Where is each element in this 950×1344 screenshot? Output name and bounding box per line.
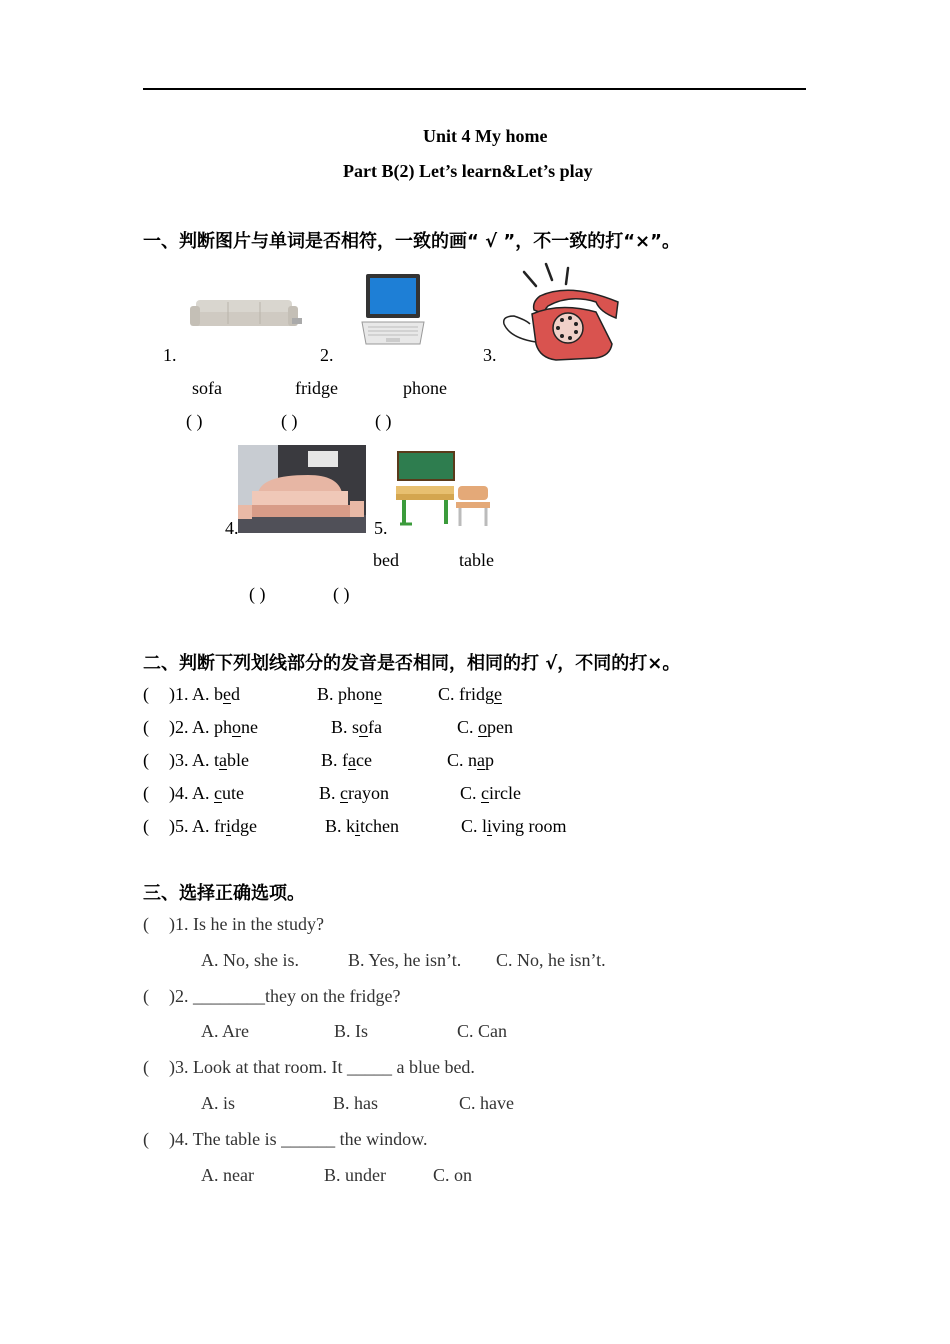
q3-option-a: A. is <box>201 1093 236 1113</box>
worksheet-subtitle: Part B(2) Let’s learn&Let’s play <box>343 161 593 181</box>
sofa-image <box>188 296 304 336</box>
answer-paren[interactable]: ( <box>143 914 149 934</box>
item5-word: table <box>459 550 494 570</box>
section2-heading: 二、判断下列划线部分的发音是否相同，相同的打 √，不同的打×。 <box>143 653 681 674</box>
pronunciation-row-5: ( )5. A. fridge <box>143 816 258 836</box>
answer-paren[interactable]: ( <box>143 717 149 737</box>
q2-option-a: A. Are <box>201 1021 249 1041</box>
worksheet-title: Unit 4 My home <box>423 126 548 146</box>
item3-number: 3. <box>483 345 497 365</box>
row4-option-b: B. crayon <box>319 783 389 803</box>
item3-word: phone <box>403 378 447 398</box>
item2-word: fridge <box>295 378 338 398</box>
item2-answer-bracket[interactable]: ( ) <box>281 411 298 431</box>
answer-paren[interactable]: ( <box>143 816 149 836</box>
q1-option-c: C. No, he isn’t. <box>496 950 606 970</box>
item5-answer-bracket[interactable]: ( ) <box>333 584 350 604</box>
laptop-image <box>360 272 426 348</box>
header-rule <box>143 88 806 90</box>
row2-option-c: C. open <box>457 717 514 737</box>
item4-answer-bracket[interactable]: ( ) <box>249 584 266 604</box>
answer-paren[interactable]: ( <box>143 1129 149 1149</box>
q2-option-b: B. Is <box>334 1021 369 1041</box>
row3-option-c: C. nap <box>447 750 495 770</box>
item1-word: sofa <box>192 378 222 398</box>
answer-paren[interactable]: ( <box>143 783 149 803</box>
answer-paren[interactable]: ( <box>143 750 149 770</box>
item3-answer-bracket[interactable]: ( ) <box>375 411 392 431</box>
item1-number: 1. <box>163 345 177 365</box>
item2-number: 2. <box>320 345 334 365</box>
pronunciation-row-2: ( )2. A. phone <box>143 717 258 737</box>
row1-option-c: C. fridge <box>438 684 502 704</box>
item4-word: bed <box>373 550 399 570</box>
q1-option-b: B. Yes, he isn’t. <box>348 950 462 970</box>
row1-option-b: B. phone <box>317 684 383 704</box>
answer-paren[interactable]: ( <box>143 684 149 704</box>
q3-option-c: C. have <box>459 1093 514 1113</box>
q4-option-c: C. on <box>433 1165 473 1185</box>
table-image <box>392 450 494 530</box>
q4-option-a: A. near <box>201 1165 254 1185</box>
telephone-image <box>500 262 624 364</box>
answer-paren[interactable]: ( <box>143 1057 149 1077</box>
item5-number: 5. <box>374 518 388 538</box>
section1-heading: 一、判断图片与单词是否相符，一致的画“ √ ”，不一致的打“×”。 <box>143 231 680 252</box>
question-3: ( )3. Look at that room. It _____ a blue bed. <box>143 1057 475 1077</box>
item1-answer-bracket[interactable]: ( ) <box>186 411 203 431</box>
q4-option-b: B. under <box>324 1165 386 1185</box>
pronunciation-row-4: ( )4. A. cute <box>143 783 244 803</box>
row5-option-c: C. living room <box>461 816 567 836</box>
pronunciation-row-3: ( )3. A. table <box>143 750 250 770</box>
row3-option-b: B. face <box>321 750 372 770</box>
row4-option-c: C. circle <box>460 783 521 803</box>
bed-image <box>238 445 366 533</box>
answer-paren[interactable]: ( <box>143 986 149 1006</box>
q3-option-b: B. has <box>333 1093 378 1113</box>
q2-option-c: C. Can <box>457 1021 508 1041</box>
item4-number: 4. <box>225 518 239 538</box>
question-2: ( )2. ________they on the fridge? <box>143 986 401 1006</box>
q1-option-a: A. No, she is. <box>201 950 299 970</box>
question-1: ( )1. Is he in the study? <box>143 914 324 934</box>
row2-option-b: B. sofa <box>331 717 382 737</box>
pronunciation-row-1: ( )1. A. bed <box>143 684 240 704</box>
row5-option-b: B. kitchen <box>325 816 400 836</box>
question-4: ( )4. The table is ______ the window. <box>143 1129 428 1149</box>
section3-heading: 三、选择正确选项。 <box>143 883 305 904</box>
